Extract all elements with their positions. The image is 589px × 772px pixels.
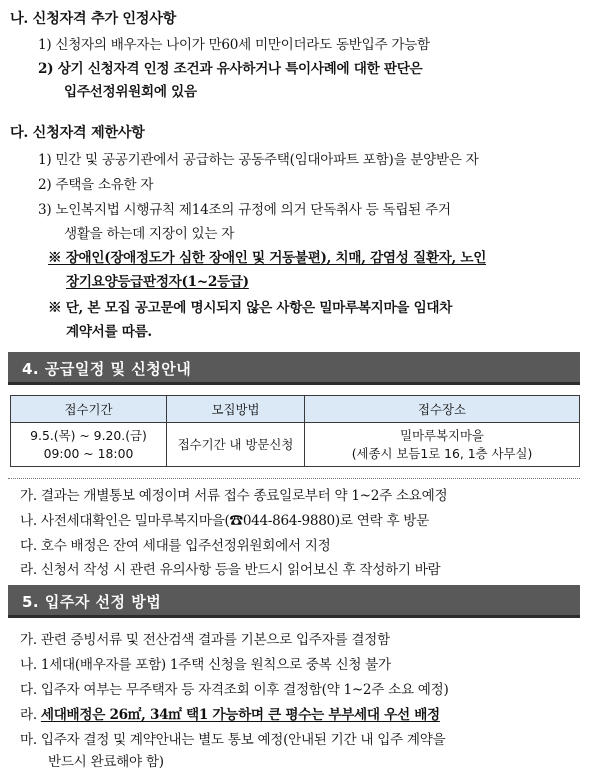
section-4-note-ga: 가. 결과는 개별통보 예정이며 서류 접수 종료일로부터 약 1~2주 소요예정 <box>20 488 448 504</box>
section-5-item-ma-line-1: 마. 입주자 결정 및 계약안내는 별도 통보 예정(안내된 기간 내 입주 계약을 <box>20 732 446 748</box>
cell-method: 접수기간 내 방문신청 <box>167 423 305 467</box>
section-4-note-ra: 라. 신청서 작성 시 관련 유의사항 등을 반드시 읽어보신 후 작성하기 바람 <box>20 562 441 578</box>
section-na-item-2-line-1: 2) 상기 신청자격 인정 조건과 유사하거나 특이사례에 대한 판단은 <box>38 61 423 77</box>
section-da-note-1-line-1: ※ 장애인(장애정도가 심한 장애인 및 거동불편), 치매, 감염성 질환자, 노인 <box>48 250 487 266</box>
section-5-item-ga: 가. 관련 증빙서류 및 전산검색 결과를 기본으로 입주자를 결정함 <box>20 632 390 648</box>
header-period: 접수기간 <box>11 396 167 423</box>
place-name: 밀마루복지마을 <box>400 427 484 443</box>
section-5-item-na: 나. 1세대(배우자를 포함) 1주택 신청을 원칙으로 중복 신청 불가 <box>20 657 391 673</box>
section-5-item-ra-prefix: 라. <box>20 707 41 723</box>
divider <box>8 478 580 479</box>
period-dates: 9.5.(목) ~ 9.20.(금) <box>30 427 147 443</box>
section-4-note-na: 나. 사전세대확인은 밀마루복지마을(☎044-864-9880)로 연락 후 방문 <box>20 513 429 529</box>
schedule-table <box>10 395 580 467</box>
table-row <box>11 423 580 467</box>
section-5-item-ra-text: 세대배정은 26㎡, 34㎡ 택1 가능하며 큰 평수는 부부세대 우선 배정 <box>40 707 440 723</box>
section-da-note-2-line-1: ※ 단, 본 모집 공고문에 명시되지 않은 사항은 밀마루복지마을 임대차 <box>48 300 453 316</box>
header-method: 모집방법 <box>167 396 305 423</box>
section-da-note-1-line-2: 장기요양등급판정자(1~2등급) <box>66 274 249 290</box>
section-4-title-bar <box>8 352 580 385</box>
cell-period <box>11 423 167 467</box>
section-na-heading: 나. 신청자격 추가 인정사항 <box>10 11 177 27</box>
section-5-title: 5. 입주자 선정 방법 <box>22 593 162 611</box>
section-da-heading: 다. 신청자격 제한사항 <box>10 125 145 141</box>
section-da-item-1: 1) 민간 및 공공기관에서 공급하는 공동주택(임대아파트 포함)을 분양받은 자 <box>38 152 479 168</box>
cell-place <box>305 423 580 467</box>
section-5-title-bar <box>8 585 580 618</box>
section-da-item-3-line-1: 3) 노인복지법 시행규칙 제14조의 규정에 의거 단독취사 등 독립된 주거 <box>38 202 451 218</box>
section-da-item-3-line-2: 생활을 하는데 지장이 있는 자 <box>64 226 235 242</box>
section-4-title: 4. 공급일정 및 신청안내 <box>22 360 192 378</box>
section-da-item-2: 2) 주택을 소유한 자 <box>38 177 154 193</box>
section-5-item-da: 다. 입주자 여부는 무주택자 등 자격조회 이후 결정함(약 1~2주 소요 예정) <box>20 682 449 698</box>
section-na-item-2-line-2: 입주선정위원회에 있음 <box>64 84 197 100</box>
section-na-item-1: 1) 신청자의 배우자는 나이가 만60세 미만이더라도 동반입주 가능함 <box>38 37 430 53</box>
section-5-item-ra <box>20 703 440 723</box>
header-place: 접수장소 <box>305 396 580 423</box>
period-hours: 09:00 ~ 18:00 <box>43 445 134 461</box>
section-5-item-ma-line-2: 반드시 완료해야 함) <box>48 754 164 770</box>
place-address: (세종시 보듬1로 16, 1층 사무실) <box>351 445 533 461</box>
section-da-note-2-line-2: 계약서를 따름. <box>66 324 152 340</box>
section-4-note-da: 다. 호수 배정은 잔여 세대를 입주선정위원회에서 지정 <box>20 538 331 554</box>
table-header-row <box>11 396 580 423</box>
